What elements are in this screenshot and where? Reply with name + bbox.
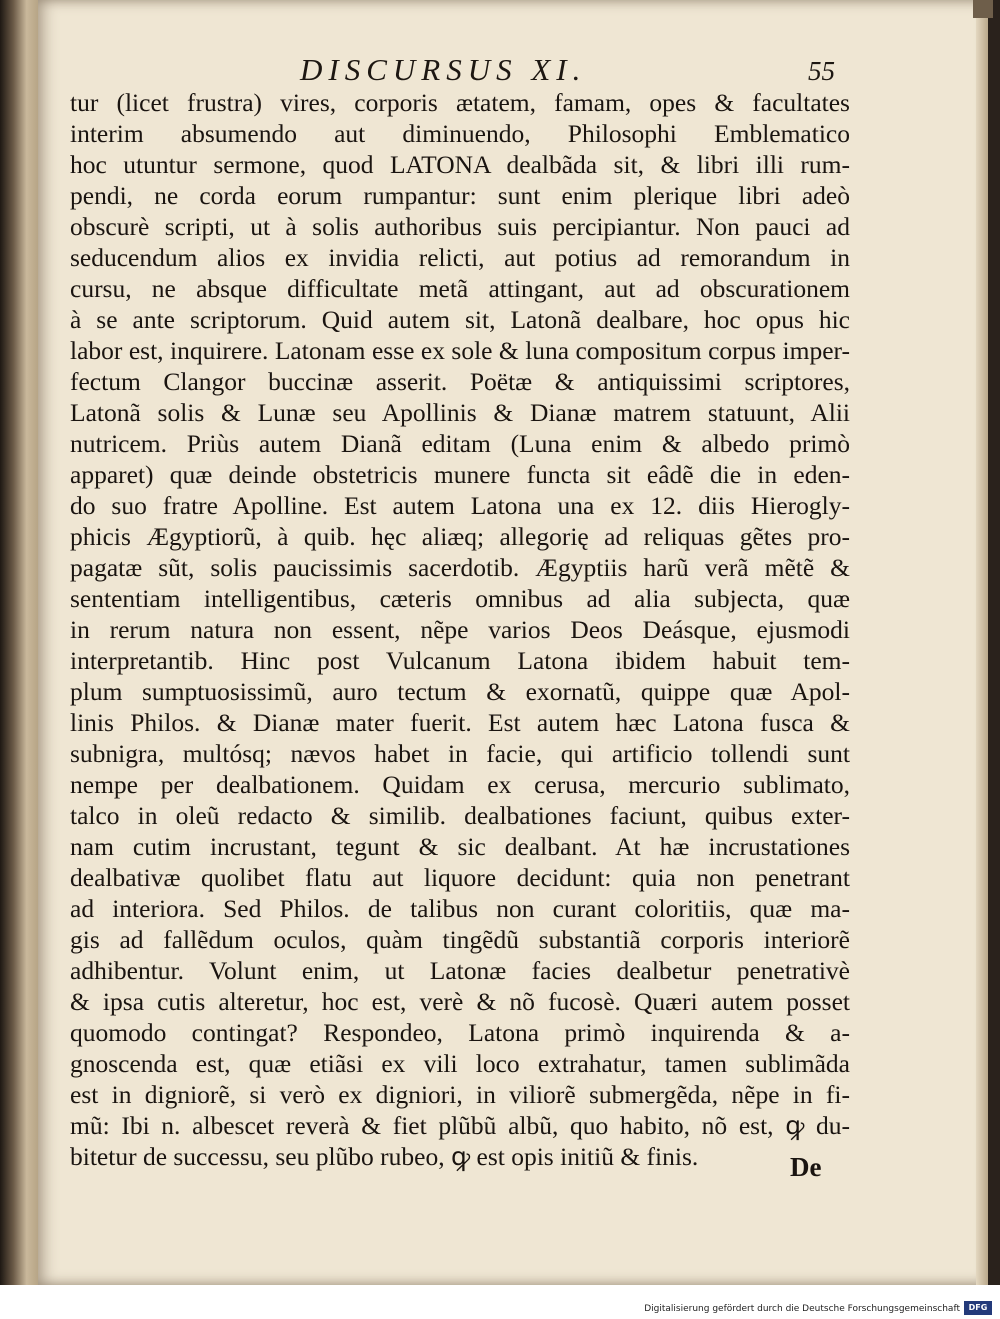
text-line: pendi, ne corda eorum rumpantur: sunt enim plerique libri adeò bbox=[70, 181, 850, 210]
text-line: obscurè scripti, ut à solis authoribus suis percipiantur. Non pauci ad bbox=[70, 212, 850, 241]
running-title: DISCURSUS XI. bbox=[300, 52, 587, 87]
text-line: dealbativæ quolibet flatu aut liquore decidunt: quia non penetrant bbox=[70, 863, 850, 892]
text-line: mũ: Ibi n. albescet reverà & fiet plũbũ albũ, quo habito, nõ est, ꝙ du- bbox=[70, 1111, 850, 1140]
text-line: est in digniorẽ, si verò ex digniori, in viliorẽ submergẽda, nẽpe in fi- bbox=[70, 1080, 850, 1109]
page-edge bbox=[976, 0, 988, 1285]
text-line: quomodo contingat? Respondeo, Latona primò inquirenda & a- bbox=[70, 1018, 850, 1047]
text-line: in rerum natura non essent, nẽpe varios Deos Deásque, ejusmodi bbox=[70, 615, 850, 644]
text-line: talco in oleũ redacto & similib. dealbationes faciunt, quibus exter- bbox=[70, 801, 850, 830]
text-line: linis Philos. & Dianæ mater fuerit. Est autem hæc Latona fusca & bbox=[70, 708, 850, 737]
text-line: phicis Ægyptiorũ, à quib. hęc aliæq; allegorię ad reliquas gẽtes pro- bbox=[70, 522, 850, 551]
text-line: interpretantib. Hinc post Vulcanum Latona ibidem habuit tem- bbox=[70, 646, 850, 675]
text-line: ad interiora. Sed Philos. de talibus non curant coloritiis, quæ ma- bbox=[70, 894, 850, 923]
text-line: adhibentur. Volunt enim, ut Latonæ facies dealbetur penetrativè bbox=[70, 956, 850, 985]
page-number: 55 bbox=[808, 56, 835, 86]
text-line: do suo fratre Apolline. Est autem Latona una ex 12. diis Hierogly- bbox=[70, 491, 850, 520]
text-line: bitetur de successu, seu plũbo rubeo, ꝙ est opis initiũ & finis. bbox=[70, 1142, 699, 1171]
text-line: & ipsa cutis alteretur, hoc est, verè & nõ fucosè. Quæri autem posset bbox=[70, 987, 850, 1016]
dfg-logo: DFG bbox=[964, 1301, 992, 1315]
page-body-text bbox=[70, 87, 850, 1172]
text-line: tur (licet frustra) vires, corporis ætatem, famam, opes & facultates bbox=[70, 88, 850, 117]
text-line: plum sumptuosissimũ, auro tectum & exornatũ, quippe quæ Apol- bbox=[70, 677, 850, 706]
text-line: interim absumendo aut diminuendo, Philosophi Emblematico bbox=[70, 119, 850, 148]
text-line: apparet) quæ deinde obstetricis munere functa sit eâdẽ die in eden- bbox=[70, 460, 850, 489]
text-line: seducendum alios ex invidia relicti, aut potius ad remorandum in bbox=[70, 243, 850, 272]
page-tab bbox=[973, 0, 993, 18]
text-line: cursu, ne absque difficultate metã attingant, aut ad obscurationem bbox=[70, 274, 850, 303]
text-line: gis ad fallẽdum oculos, quàm tingẽdũ substantiã corporis interiorẽ bbox=[70, 925, 850, 954]
text-line: hoc utuntur sermone, quod LATONA dealbãda sit, & libri illi rum- bbox=[70, 150, 850, 179]
digitization-credit: Digitalisierung gefördert durch die Deutsche Forschungsgemeinschaft bbox=[644, 1304, 960, 1314]
catchword: De bbox=[790, 1152, 822, 1182]
text-line: nutricem. Priùs autem Dianã editam (Luna enim & albedo primò bbox=[70, 429, 850, 458]
text-line: gnoscenda est, quæ etiãsi ex vili loco extrahatur, tamen sublimãda bbox=[70, 1049, 850, 1078]
text-line: pagatæ sũt, solis paucissimis sacerdotib. Ægyptiis harũ verã mẽtẽ & bbox=[70, 553, 850, 582]
text-line: à se ante scriptorum. Quid autem sit, Latonã dealbare, hoc opus hic bbox=[70, 305, 850, 334]
text-line: sententiam intelligentibus, cæteris omnibus ad alia subjecta, quæ bbox=[70, 584, 850, 613]
text-line: nempe per dealbationem. Quidam ex cerusa, mercurio sublimato, bbox=[70, 770, 850, 799]
text-line: Latonã solis & Lunæ seu Apollinis & Dianæ matrem statuunt, Alii bbox=[70, 398, 850, 427]
text-line: labor est, inquirere. Latonam esse ex sole & luna compositum corpus imper- bbox=[70, 336, 850, 365]
adjacent-page-edge bbox=[0, 0, 38, 1285]
text-line: fectum Clangor buccinæ asserit. Poëtæ & antiquissimi scriptores, bbox=[70, 367, 850, 396]
text-line: nam cutim incrustant, tegunt & sic dealbant. At hæ incrustationes bbox=[70, 832, 850, 861]
text-line: subnigra, multósq; nævos habet in facie, qui artificio tollendi sunt bbox=[70, 739, 850, 768]
